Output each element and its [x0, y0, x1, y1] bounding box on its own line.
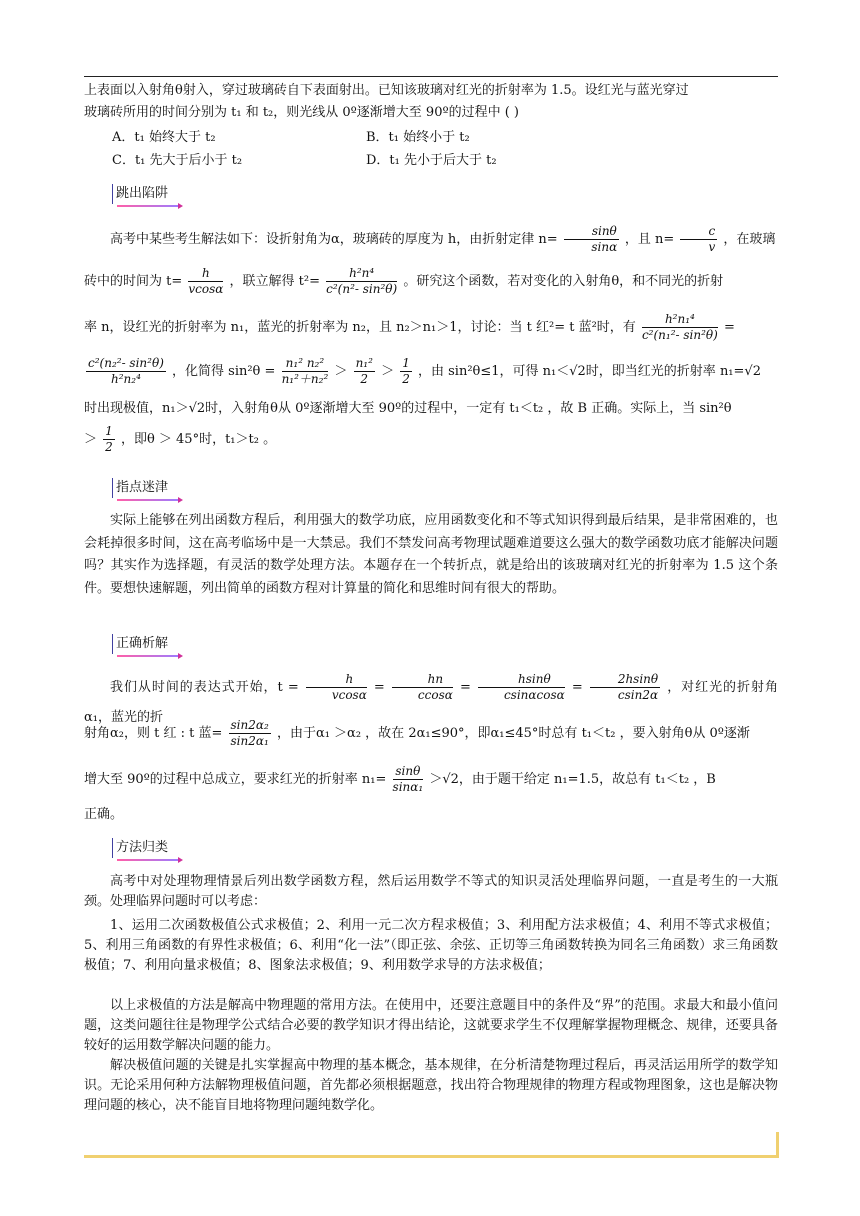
trap-text: 时出现极值，n₁＞√2时，入射角θ从 0º逐渐增大至 90º的过程中，一定有 t₁＜t₂ ，故 B 正确。实际上，当 sin²θ	[84, 401, 732, 416]
section-heading-tips	[112, 478, 168, 498]
section-heading-method	[112, 838, 168, 858]
section-heading-tips-label: 指点迷津	[116, 480, 169, 495]
equals-sign: =	[571, 680, 583, 695]
section-heading-method-label: 方法归类	[116, 840, 169, 855]
denominator: csinαcosα	[503, 688, 565, 702]
denominator: 2	[360, 372, 369, 386]
numerator: c²(n₂²- sin²θ)	[88, 356, 164, 370]
question-line-2: 玻璃砖所用的时间分别为 t₁ 和 t₂，则光线从 0º逐渐增大至 90º的过程中 ( )	[84, 105, 519, 120]
trap-paragraph	[84, 356, 778, 387]
trap-text: ＞	[381, 364, 395, 379]
footer-rule-corner	[776, 1132, 779, 1158]
denominator: 2	[402, 372, 410, 386]
numerator: hsinθ	[478, 672, 565, 688]
header-rule	[84, 76, 778, 77]
numerator: h	[306, 672, 367, 688]
correct-text: ，对红光的折射角α₁，蓝光的折	[84, 680, 778, 725]
option-b: B．t₁ 始终小于 t₂	[366, 130, 470, 145]
equals-sign: =	[459, 680, 471, 695]
fraction	[400, 356, 412, 387]
trap-text: ，且 n=	[624, 232, 675, 247]
numerator: n₁² n₂²	[282, 356, 329, 372]
fraction	[564, 224, 619, 255]
section-heading-trap	[112, 184, 168, 204]
trap-text: 率 n，设红光的折射率为 n₁，蓝光的折射率为 n₂，且 n₂＞n₁＞1，讨论：当 t 红²= t 蓝²时，有	[84, 320, 636, 335]
numerator: 2hsinθ	[590, 672, 660, 688]
trap-paragraph	[84, 266, 778, 297]
trap-text: ，在玻璃	[723, 232, 776, 247]
numerator: 1	[105, 424, 113, 438]
correct-text: 我们从时间的表达式开始，t =	[110, 680, 299, 695]
trap-text: ，化简得 sin²θ =	[172, 364, 276, 379]
denominator: v	[708, 240, 716, 254]
denominator: vcosα	[331, 688, 367, 702]
denominator: vcosα	[188, 282, 224, 296]
denominator: csin2α	[617, 688, 659, 702]
fraction	[590, 672, 660, 703]
question-line-1: 上表面以入射角θ射入，穿过玻璃砖自下表面射出。已知该玻璃对红光的折射率为 1.5。设红光与蓝光穿过	[84, 83, 689, 98]
trap-text: ，联立解得 t²=	[229, 274, 320, 289]
correct-paragraph	[84, 718, 778, 749]
section-heading-correct-label: 正确析解	[116, 636, 169, 651]
numerator: h²n⁴	[326, 266, 397, 282]
footer-rule	[84, 1155, 778, 1158]
fraction	[478, 672, 565, 703]
fraction	[392, 672, 453, 703]
numerator: h²n₁⁴	[642, 312, 718, 328]
trap-text: 。研究这个函数，若对变化的入射角θ，和不同光的折射	[403, 274, 724, 289]
denominator: 2	[105, 440, 113, 454]
fraction	[188, 266, 223, 297]
numerator: sinθ	[564, 224, 619, 240]
numerator: 1	[402, 356, 410, 370]
tips-paragraph: 实际上能够在列出函数方程后，利用强大的数学功底，应用函数变化和不等式知识得到最后结果，是非常困难的，也会耗掉很多时间，这在高考临场中是一大禁忌。我们不禁发问高考物理试题难道要这么强大的数学函数功底才能解决问题吗？其实作为选择题，有灵活的数学处理方法。本题存在一个转折点，就是给出的该玻璃对红光的折射率为 1.5 这个条件。要想快速解题，列出简单的函数方程对计算量的简化和思维时间有很大的帮助。	[84, 513, 778, 596]
fraction	[103, 424, 115, 455]
trap-text: 砖中的时间为 t=	[84, 274, 183, 289]
fraction	[229, 718, 271, 749]
correct-text: 射角α₂，则 t 红 : t 蓝=	[84, 726, 223, 741]
denominator: sinα	[591, 240, 618, 254]
fraction	[326, 266, 397, 297]
fraction	[86, 356, 166, 387]
numerator: h	[188, 266, 223, 282]
equals-sign: =	[373, 680, 385, 695]
trap-paragraph	[84, 424, 778, 455]
denominator: c²(n₁²- sin²θ)	[641, 328, 718, 342]
option-d: D．t₁ 先小于后大于 t₂	[366, 153, 497, 168]
trap-text: 高考中某些考生解法如下：设折射角为α，玻璃砖的厚度为 h，由折射定律 n=	[110, 232, 558, 247]
trap-paragraph	[84, 398, 778, 420]
fraction	[306, 672, 367, 703]
denominator: sin2α₁	[230, 734, 269, 748]
fraction	[642, 312, 718, 343]
question-text	[84, 80, 778, 124]
denominator: sinα₁	[392, 780, 424, 794]
correct-text: ，由于α₁ ＞α₂ ，故在 2α₁≤90°，即α₁≤45°时总有 t₁＜t₂ ，要入射角θ从 0º逐渐	[276, 726, 750, 741]
section-heading-correct	[112, 634, 168, 654]
trap-text: ，由 sin²θ≤1，可得 n₁＜√2时，即当红光的折射率 n₁=√2	[418, 364, 761, 379]
trap-text: ，即θ ＞ 45°时，t₁＞t₂ 。	[120, 432, 277, 447]
option-c: C．t₁ 先大于后小于 t₂	[112, 153, 243, 168]
option-a: A．t₁ 始终大于 t₂	[112, 130, 216, 145]
denominator: ccosα	[417, 688, 453, 702]
method-paragraph-1: 高考中对处理物理情景后列出数学函数方程，然后运用数学不等式的知识灵活处理临界问题，一直是考生的一大瓶颈。处理临界问题时可以考虑：	[84, 874, 778, 909]
trap-text: ＞	[84, 432, 98, 447]
section-heading-trap-label: 跳出陷阱	[116, 186, 169, 201]
trap-text: ＞	[334, 364, 348, 379]
numerator: hn	[392, 672, 453, 688]
correct-paragraph: 正确。	[84, 807, 124, 822]
denominator: c²(n²- sin²θ)	[326, 282, 398, 296]
correct-text: ＞√2，由于题干给定 n₁=1.5，故总有 t₁＜t₂ ，B	[429, 772, 716, 787]
fraction	[354, 356, 375, 387]
numerator: sinθ	[393, 764, 424, 780]
fraction	[282, 356, 329, 387]
trap-text: =	[723, 320, 735, 335]
numerator: n₁²	[355, 356, 373, 370]
correct-paragraph	[84, 764, 778, 795]
fraction	[393, 764, 424, 795]
numerator: sin2α₂	[230, 718, 269, 732]
fraction	[680, 224, 717, 255]
correct-text: 增大至 90º的过程中总成立，要求红光的折射率 n₁=	[84, 772, 387, 787]
method-paragraph-3: 以上求极值的方法是解高中物理题的常用方法。在使用中，还要注意题目中的条件及“界”的范围。求最大和最小值问题，这类问题往往是物理学公式结合必要的教学知识才得出结论，这就要求学生不仅理解掌握物理概念、规律，还要具备较好的运用数学解决问题的能力。	[84, 998, 778, 1053]
denominator: h²n₂⁴	[110, 372, 141, 386]
numerator: c	[680, 224, 717, 240]
denominator: n₁²＋n₂²	[281, 372, 329, 386]
trap-paragraph	[84, 224, 778, 255]
method-paragraph-2: 1、运用二次函数极值公式求极值；2、利用一元二次方程求极值；3、利用配方法求极值；4、利用不等式求极值；5、利用三角函数的有界性求极值；6、利用“化一法”（即正弦、余弦、正切等三角函数转换为同名三角函数）求三角函数极值；7、利用向量求极值；8、图象法求极值；9、利用数学求导的方法求极值；	[84, 918, 778, 973]
method-paragraph-4: 解决极值问题的关键是扎实掌握高中物理的基本概念，基本规律，在分析清楚物理过程后，再灵活运用所学的数学知识。无论采用何种方法解物理极值问题，首先都必须根据题意，找出符合物理规律的物理方程或物理图象，这也是解决物理问题的核心，决不能盲目地将物理问题纯数学化。	[84, 1058, 778, 1113]
trap-paragraph	[84, 312, 778, 343]
